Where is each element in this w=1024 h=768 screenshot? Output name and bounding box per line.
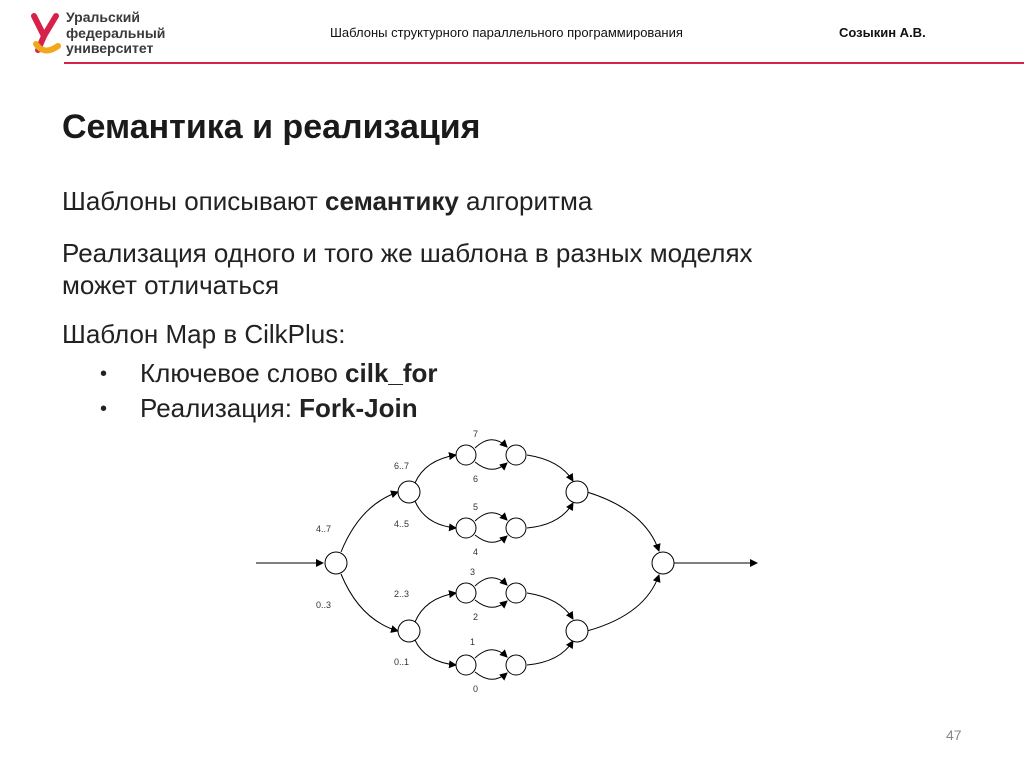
node-join-root [652,552,674,574]
edge-root-upper [341,492,398,552]
header-title: Шаблоны структурного параллельного программирования [330,25,683,40]
bullet-bold: Fork-Join [299,393,418,423]
label-split-23: 2..3 [394,589,410,599]
join-23 [527,593,573,619]
bullet-marker: • [100,398,108,420]
label-split-01: 0..1 [394,657,410,667]
fork-join-diagram [240,425,780,700]
node-leaf-67-b [506,445,526,465]
logo-mark-icon [30,10,64,56]
join-lower [587,575,659,631]
label-leaf-4: 4 [473,547,479,557]
paragraph-semantics [62,185,592,217]
label-leaf-5: 5 [473,502,479,512]
node-split-lower [398,620,420,642]
university-logo [30,10,170,58]
logo-line-3: университет [66,40,154,56]
logo-text [66,10,165,57]
label-split-45: 4..5 [394,519,410,529]
label-root-lower: 0..3 [316,600,332,610]
node-join-upper [566,481,588,503]
p2-line2: может отличаться [62,270,280,300]
edge-67 [415,455,456,483]
node-leaf-45-a [456,518,476,538]
header-author: Созыкин А.В. [839,25,926,40]
node-leaf-67-a [456,445,476,465]
node-leaf-01-a [456,655,476,675]
logo-line-2: федеральный [66,24,166,41]
logo-line-1: Уральский [66,9,141,25]
edge-23 [415,593,456,622]
join-67 [527,455,573,481]
label-leaf-1: 1 [470,637,476,647]
p2-line1: Реализация одного и того же шаблона в разных моделях [62,238,753,268]
slide-title: Семантика и реализация [62,108,481,146]
label-leaf-7: 7 [473,429,479,439]
node-leaf-45-b [506,518,526,538]
node-split-upper [398,481,420,503]
page-number: 47 [946,727,962,743]
node-leaf-23-a [456,583,476,603]
label-root-upper: 4..7 [316,524,332,534]
bullet-text: Ключевое слово [140,358,346,388]
bullet-item-keyword [100,356,438,391]
edge-01 [415,640,456,665]
bullet-text: Реализация: [140,393,300,423]
node-leaf-01-b [506,655,526,675]
label-leaf-3: 3 [470,567,476,577]
p1-bold: семантику [325,186,459,216]
bullet-bold: cilk_for [345,358,438,388]
paragraph-map-cilkplus: Шаблон Map в CilkPlus: [62,319,346,349]
join-upper [587,492,659,551]
node-join-lower [566,620,588,642]
label-leaf-6: 6 [473,474,479,484]
edge-45 [415,501,456,528]
bullet-list [100,356,438,426]
join-01 [527,641,573,665]
p1-after: алгоритма [458,186,593,216]
label-leaf-0: 0 [473,684,479,694]
header-divider [64,62,1024,64]
bullet-marker: • [100,363,108,385]
node-root [325,552,347,574]
p1-before: Шаблоны описывают [62,186,325,216]
bullet-item-implementation [100,391,438,426]
paragraph-implementation [62,237,753,301]
label-leaf-2: 2 [473,612,479,622]
label-split-67: 6..7 [394,461,410,471]
join-45 [527,503,573,528]
edge-root-lower [341,574,398,631]
node-leaf-23-b [506,583,526,603]
